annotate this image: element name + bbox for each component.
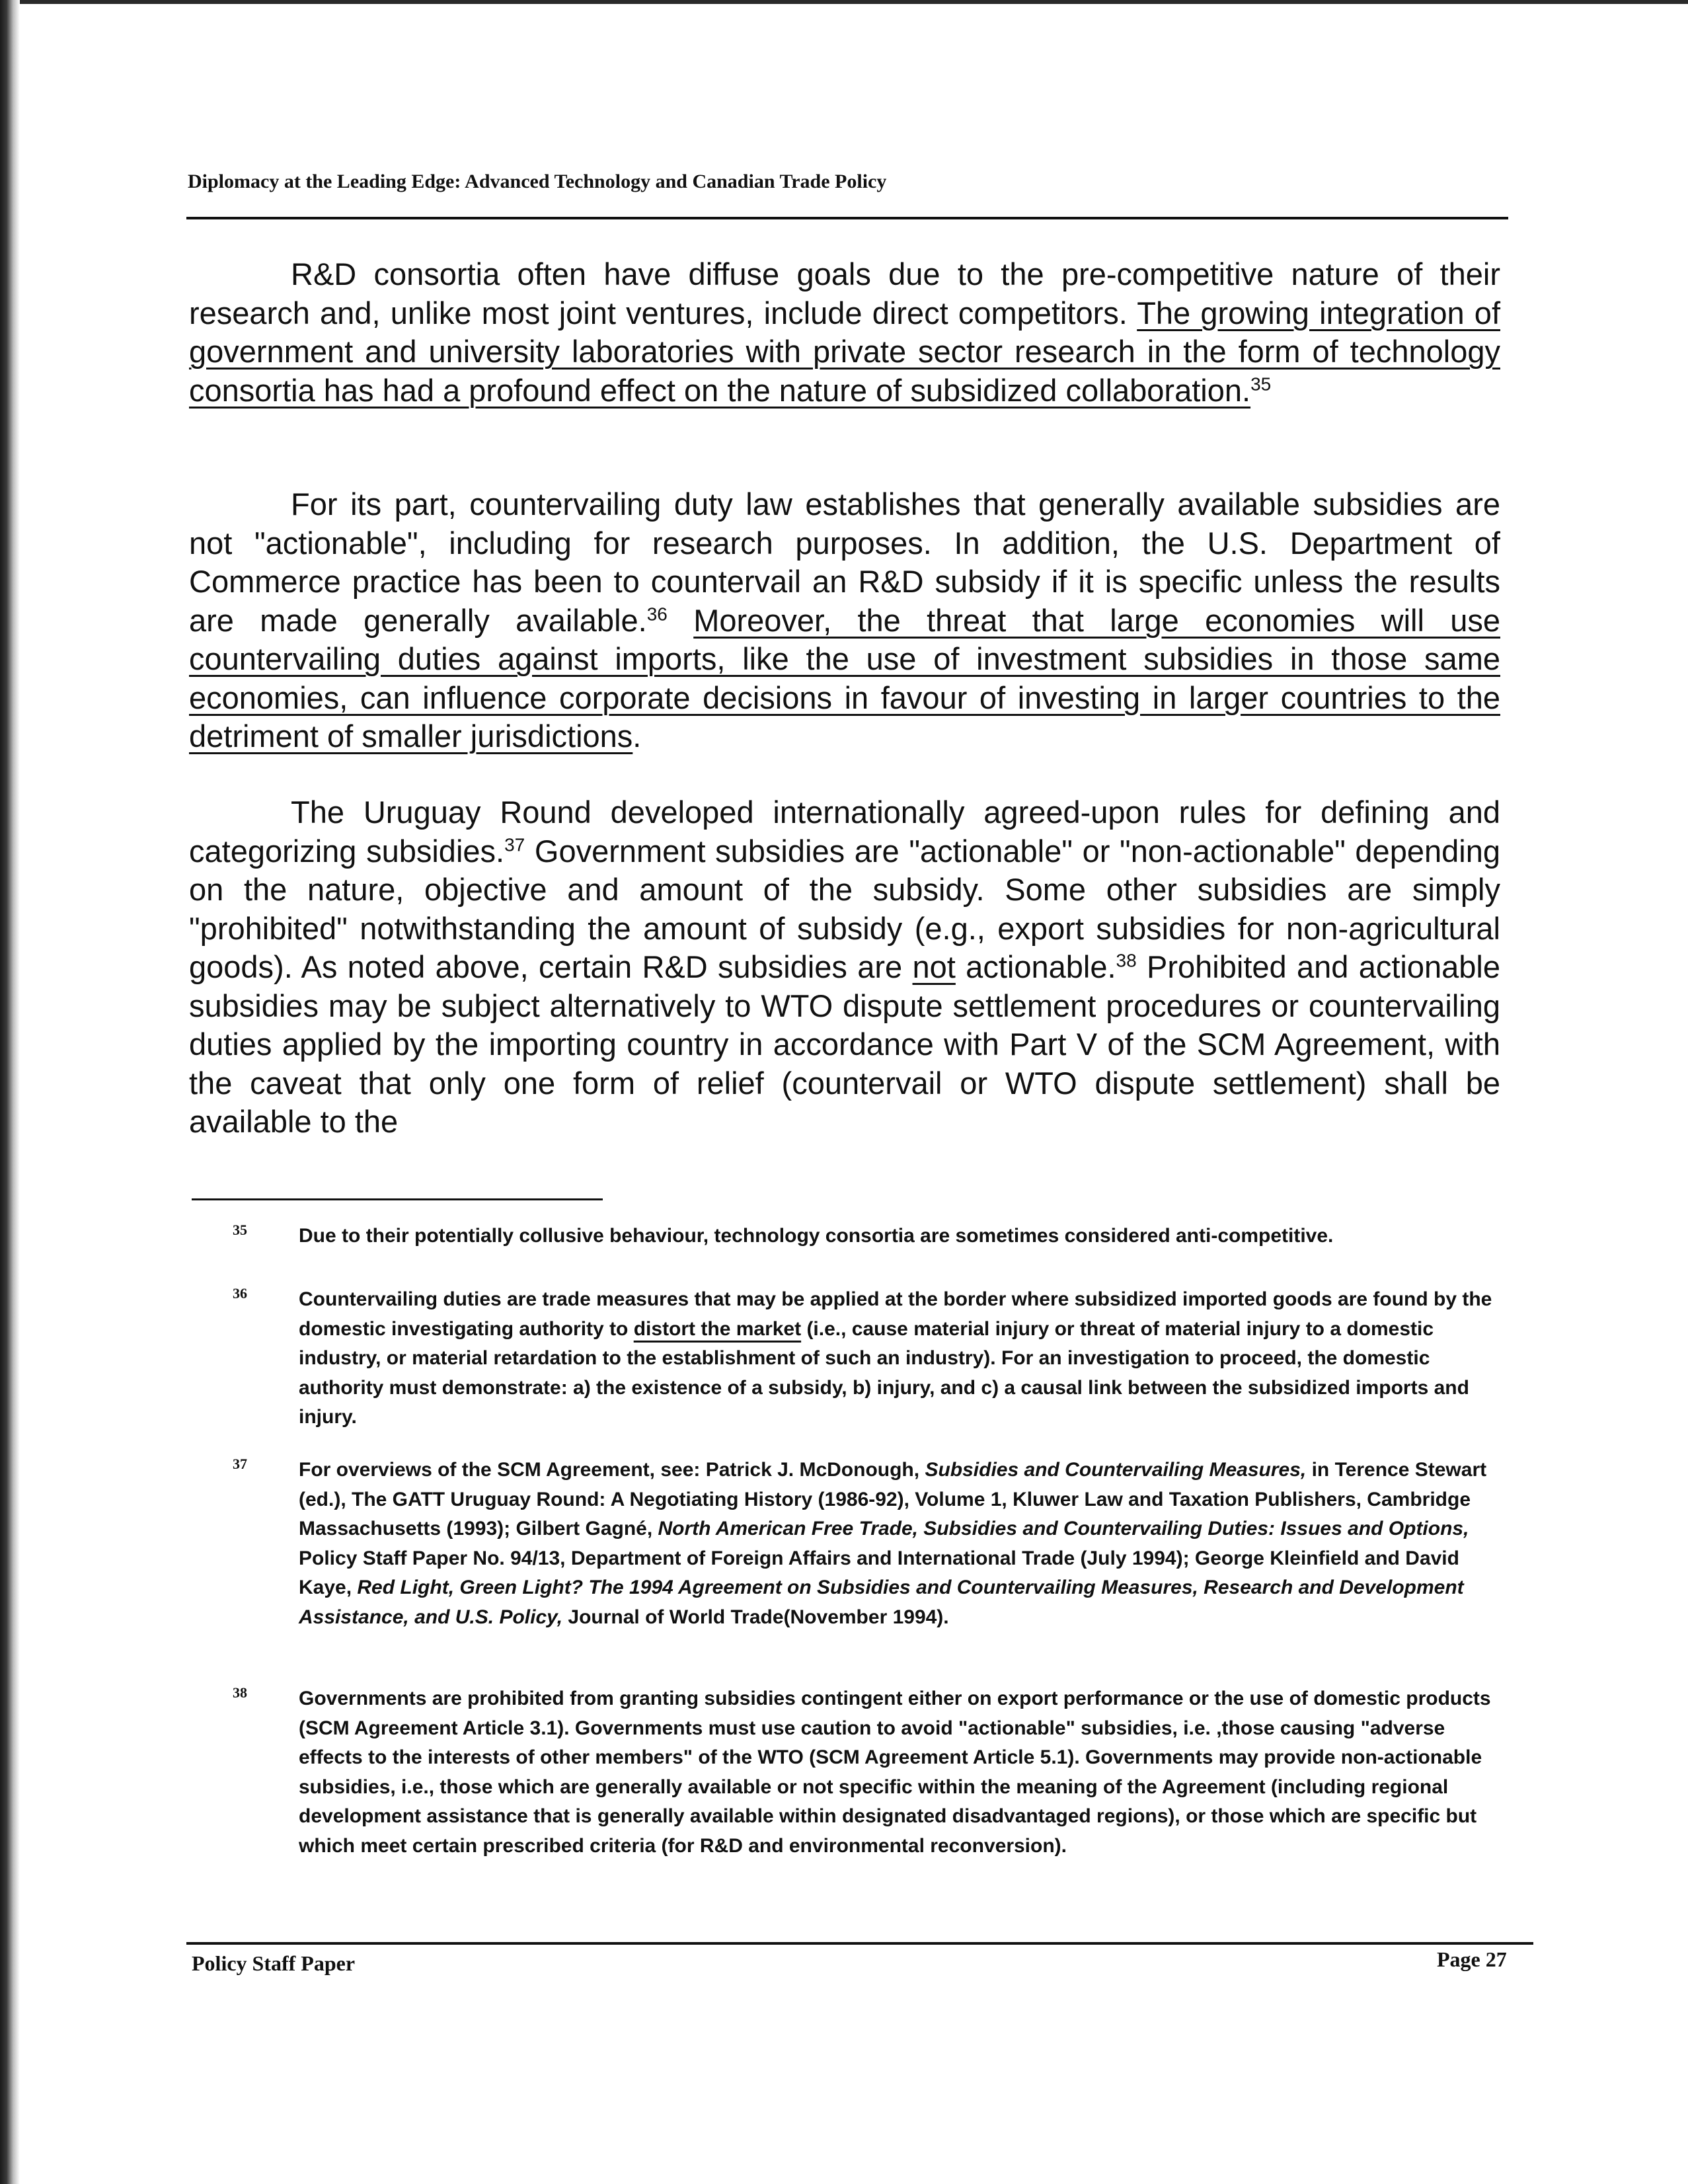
- footnote-37-title-1: Subsidies and Countervailing Measures,: [925, 1459, 1307, 1481]
- footnote-text: Governments are prohibited from granting subsidies contingent either on export performance or the use of domestic products (SCM Agreement Article 3.1). Governments must use caution to avoid "actionable" subsidies, i.e. ,those causing "adverse effects to the interests of other members" of the WTO (SCM Agreement Article 5.1). Governments may provide non-actionable subsidies, i.e., those which are generally available or not specific within the meaning of the Agreement (including regional development assistance that is generally available within designated disadvantaged regions), or those which are specific but which meet certain prescribed criteria (for R&D and environmental reconversion).: [299, 1688, 1491, 1857]
- paragraph-2-spacer: [668, 603, 693, 638]
- footnote-37-text-2: in Terence Stewart (ed.), The GATT Uruguay Round: A Negotiating History (1986-92), Volume 1, Kluwer Law and Taxation Publishers, Cambridge Massachusetts (1993); Gilbert Gagné,: [299, 1459, 1487, 1540]
- footnote-36-text-after: (i.e., cause material injury or threat of material injury to a domestic industry, or material retardation to the establishment of such an industry). For an investigation to proceed, the domestic authority must demonstrate: a) the existence of a subsidy, b) injury, and c) a causal link between the subsidized imports and injury.: [299, 1317, 1469, 1428]
- footnote-37-title-2: North American Free Trade, Subsidies and Countervailing Duties: Issues and Options,: [658, 1518, 1469, 1540]
- footnote-37-text-3: Policy Staff Paper No. 94/13, Department of Foreign Affairs and International Trade (July 1994); George Kleinfield and David Kaye,: [299, 1547, 1459, 1598]
- paragraph-3-underlined-not: not: [912, 949, 956, 984]
- paragraph-3-text-a: The Uruguay Round developed internationally agreed-upon rules for defining and categorizing subsidies.: [189, 795, 1500, 869]
- body-paragraph-1: [189, 255, 1500, 410]
- running-head: Diplomacy at the Leading Edge: Advanced Technology and Canadian Trade Policy: [188, 171, 887, 192]
- footnote-37-text-1: For overviews of the SCM Agreement, see: Patrick J. McDonough,: [299, 1459, 925, 1481]
- footnote-ref-35: 35: [1250, 373, 1272, 394]
- footnote-35: [233, 1222, 1508, 1251]
- paragraph-3-text-b: Government subsidies are "actionable" or "non-actionable" depending on the nature, objective and amount of the subsidy. Some other subsidies are simply "prohibited" notwithstanding the amount of subsidy (e.g., export subsidies for non-agricultural goods). As noted above, certain R&D subsidies are: [189, 833, 1500, 984]
- footnote-separator: [192, 1198, 603, 1200]
- footnote-ref-38: 38: [1116, 950, 1137, 971]
- footnote-37-text-4: Journal of World Trade(November 1994).: [562, 1606, 949, 1628]
- paragraph-3-text-d: Prohibited and actionable subsidies may be subject alternatively to WTO dispute settlement procedures or countervailing duties applied by the importing country in accordance with Part V of the SCM Agreement, with the caveat that only one form of relief (countervail or WTO dispute settlement) shall be available to the: [189, 949, 1500, 1139]
- paragraph-1-text: R&D consortia often have diffuse goals due to the pre-competitive nature of their research and, unlike most joint ventures, include direct competitors.: [189, 256, 1500, 331]
- footnote-number: 35: [233, 1222, 247, 1238]
- footnote-38: [233, 1684, 1508, 1861]
- footnote-number: 38: [233, 1684, 247, 1701]
- footnote-text: Due to their potentially collusive behaviour, technology consortia are sometimes considered anti-competitive.: [299, 1225, 1334, 1247]
- page-number: Page 27: [1437, 1947, 1507, 1971]
- footnote-text: [299, 1285, 1508, 1432]
- paragraph-2-text: For its part, countervailing duty law establishes that generally available subsidies are not "actionable", including for research purposes. In addition, the U.S. Department of Commerce practice has been to countervail an R&D subsidy if it is specific unless the results are made generally available.: [189, 487, 1500, 638]
- paragraph-3-text-c: actionable.: [955, 949, 1116, 984]
- paragraph-2-underlined-text: Moreover, the threat that large economies will use countervailing duties against imports, like the use of investment subsidies in those same economies, can influence corporate decisions in favour of investing in larger countries to the detriment of smaller jurisdictions: [189, 602, 1501, 754]
- footer-rule: [186, 1942, 1533, 1945]
- header-rule: [186, 217, 1508, 219]
- scan-edge-left: [0, 0, 20, 2184]
- footnote-number: 36: [233, 1285, 247, 1302]
- paragraph-2-period: .: [633, 719, 642, 754]
- body-paragraph-3: [189, 793, 1500, 1142]
- footnote-36-underlined: distort the market: [633, 1317, 802, 1340]
- footnote-number: 37: [233, 1456, 247, 1472]
- footnote-37: [233, 1456, 1508, 1632]
- footnote-text: [299, 1456, 1508, 1632]
- paragraph-1-underlined-text: The growing integration of government and university laboratories with private sector research in the form of technology consortia has had a profound effect on the nature of subsidized collaboration.: [189, 295, 1500, 408]
- footnote-36-text-before: Countervailing duties are trade measures that may be applied at the border where subsidized imported goods are found by the domestic investigating authority to: [299, 1288, 1492, 1340]
- footnote-36: [233, 1285, 1508, 1432]
- scan-edge-top: [0, 0, 1688, 4]
- footnote-ref-37: 37: [504, 834, 525, 855]
- footnote-ref-36: 36: [646, 603, 668, 624]
- body-paragraph-2: [189, 485, 1500, 756]
- footnote-37-title-3: Red Light, Green Light? The 1994 Agreement on Subsidies and Countervailing Measures, Research and Development Assistance, and U.S. Policy,: [299, 1577, 1464, 1628]
- footer-publication: Policy Staff Paper: [192, 1951, 356, 1975]
